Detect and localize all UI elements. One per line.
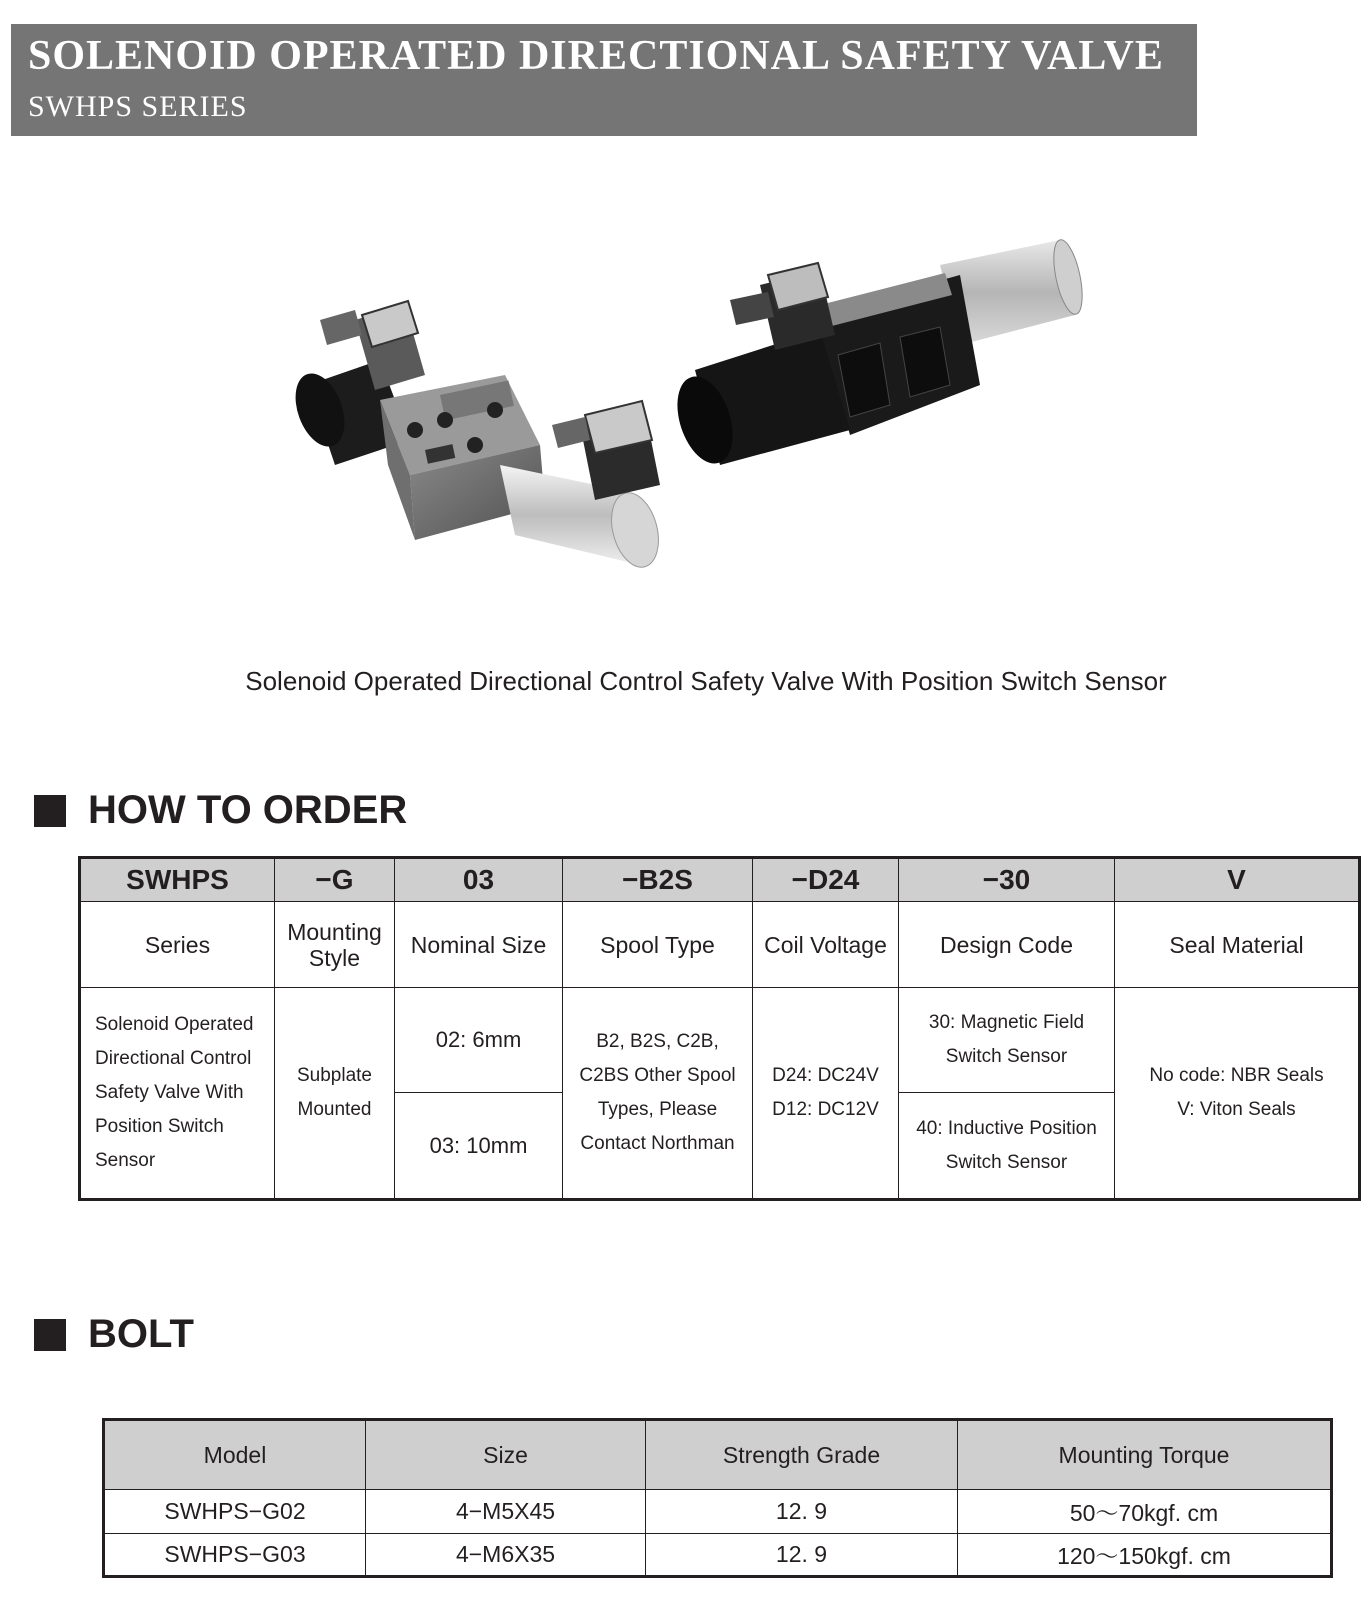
bolt-cell: 12. 9 [646,1490,958,1534]
bolt-cell: 120～150kgf. cm [958,1533,1332,1577]
size-option-02: 02: 6mm [395,988,563,1093]
code-cell: 03 [395,858,563,902]
name-cell: Nominal Size [395,902,563,988]
bolt-cell: 50～70kgf. cm [958,1490,1332,1534]
photo-caption: Solenoid Operated Directional Control Safety Valve With Position Switch Sensor [245,666,1167,696]
seal-description: No code: NBR Seals V: Viton Seals [1115,988,1360,1200]
mounting-description: Subplate Mounted [275,988,395,1200]
code-cell: V [1115,858,1360,902]
page-subtitle: SWHPS SERIES [28,90,248,123]
bolt-cell: 12. 9 [646,1533,958,1577]
code-cell: −G [275,858,395,902]
page-title: SOLENOID OPERATED DIRECTIONAL SAFETY VALVE [28,33,1164,79]
left-valve-illustration [290,301,666,572]
order-desc-row-1 [80,988,1360,1093]
how-to-order-heading [34,788,407,833]
name-cell: Seal Material [1115,902,1360,988]
name-cell: Coil Voltage [753,902,899,988]
name-cell: Series [80,902,275,988]
spool-description: B2, B2S, C2B, C2BS Other Spool Types, Please Contact Northman [563,988,753,1200]
size-option-03: 03: 10mm [395,1093,563,1200]
bolt-column-header: Model [104,1420,366,1490]
table-row [104,1533,1332,1577]
bolt-title: BOLT [88,1312,194,1356]
design-option-40: 40: Inductive Position Switch Sensor [899,1093,1115,1200]
title-banner [11,24,1197,136]
name-cell: Design Code [899,902,1115,988]
bolt-heading [34,1312,194,1357]
bolt-cell: 4−M6X35 [366,1533,646,1577]
bolt-column-header: Size [366,1420,646,1490]
name-cell: Spool Type [563,902,753,988]
code-cell: −D24 [753,858,899,902]
voltage-description: D24: DC24V D12: DC12V [753,988,899,1200]
bolt-table [102,1418,1333,1578]
name-cell: Mounting Style [275,902,395,988]
code-cell: −30 [899,858,1115,902]
bolt-header-row [104,1420,1332,1490]
code-cell: −B2S [563,858,753,902]
bolt-cell: 4−M5X45 [366,1490,646,1534]
code-cell: SWHPS [80,858,275,902]
bolt-column-header: Strength Grade [646,1420,958,1490]
section-square-icon [34,795,66,827]
table-row [104,1490,1332,1534]
bolt-cell: SWHPS−G02 [104,1490,366,1534]
series-description: Solenoid Operated Directional Control Safety Valve With Position Switch Sensor [80,988,275,1200]
order-code-row [80,858,1360,902]
order-code-table [78,856,1361,1201]
how-to-order-title: HOW TO ORDER [88,788,408,832]
product-photo [290,235,1110,615]
bolt-column-header: Mounting Torque [958,1420,1332,1490]
design-option-30: 30: Magnetic Field Switch Sensor [899,988,1115,1093]
bolt-cell: SWHPS−G03 [104,1533,366,1577]
order-name-row [80,902,1360,988]
section-square-icon [34,1319,66,1351]
right-valve-illustration [667,237,1087,470]
